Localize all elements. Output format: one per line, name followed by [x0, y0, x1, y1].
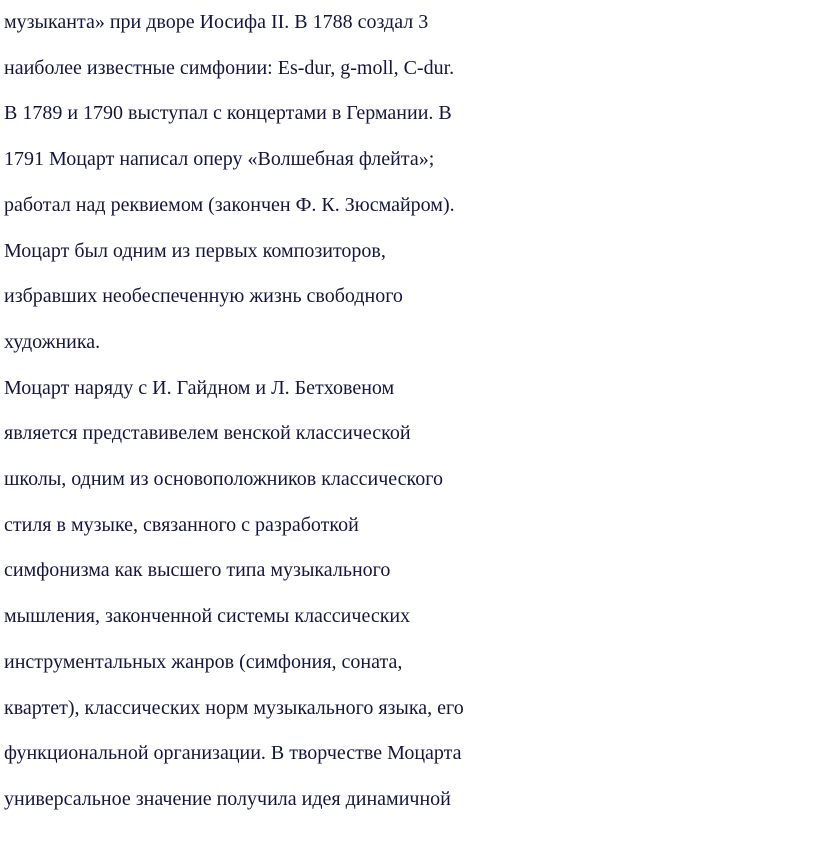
- text-line: функциональной организации. В творчестве Моцарта: [4, 742, 462, 765]
- text-line: симфонизма как высшего типа музыкального: [4, 559, 391, 582]
- text-line: универсальное значение получила идея динамичной: [4, 787, 451, 810]
- text-line: художника.: [4, 330, 101, 353]
- text-line: Моцарт был одним из первых композиторов,: [4, 239, 386, 262]
- body-text: [4, 0, 816, 823]
- text-line: 1791 Моцарт написал оперу «Волшебная флейта»;: [4, 148, 435, 171]
- text-line: наиболее известные симфонии: Es-dur, g-moll, C-dur.: [4, 56, 455, 79]
- text-line: избравших необеспеченную жизнь свободного: [4, 285, 403, 308]
- text-line: работал над реквиемом (закончен Ф. К. Зюсмайром).: [4, 193, 455, 216]
- text-line: является представивелем венской классической: [4, 422, 411, 445]
- text-line: квартет), классических норм музыкального языка, его: [4, 696, 464, 719]
- text-line: школы, одним из основоположников классического: [4, 468, 443, 491]
- text-line: В 1789 и 1790 выступал с концертами в Германии. В: [4, 102, 452, 125]
- text-line: музыканта» при дворе Иосифа II. В 1788 создал 3: [4, 11, 429, 33]
- text-line: Моцарт наряду с И. Гайдном и Л. Бетховеном: [4, 376, 395, 399]
- text-line: инструментальных жанров (симфония, соната,: [4, 650, 403, 673]
- text-line: стиля в музыке, связанного с разработкой: [4, 513, 359, 536]
- text-line: мышления, законченной системы классических: [4, 605, 411, 628]
